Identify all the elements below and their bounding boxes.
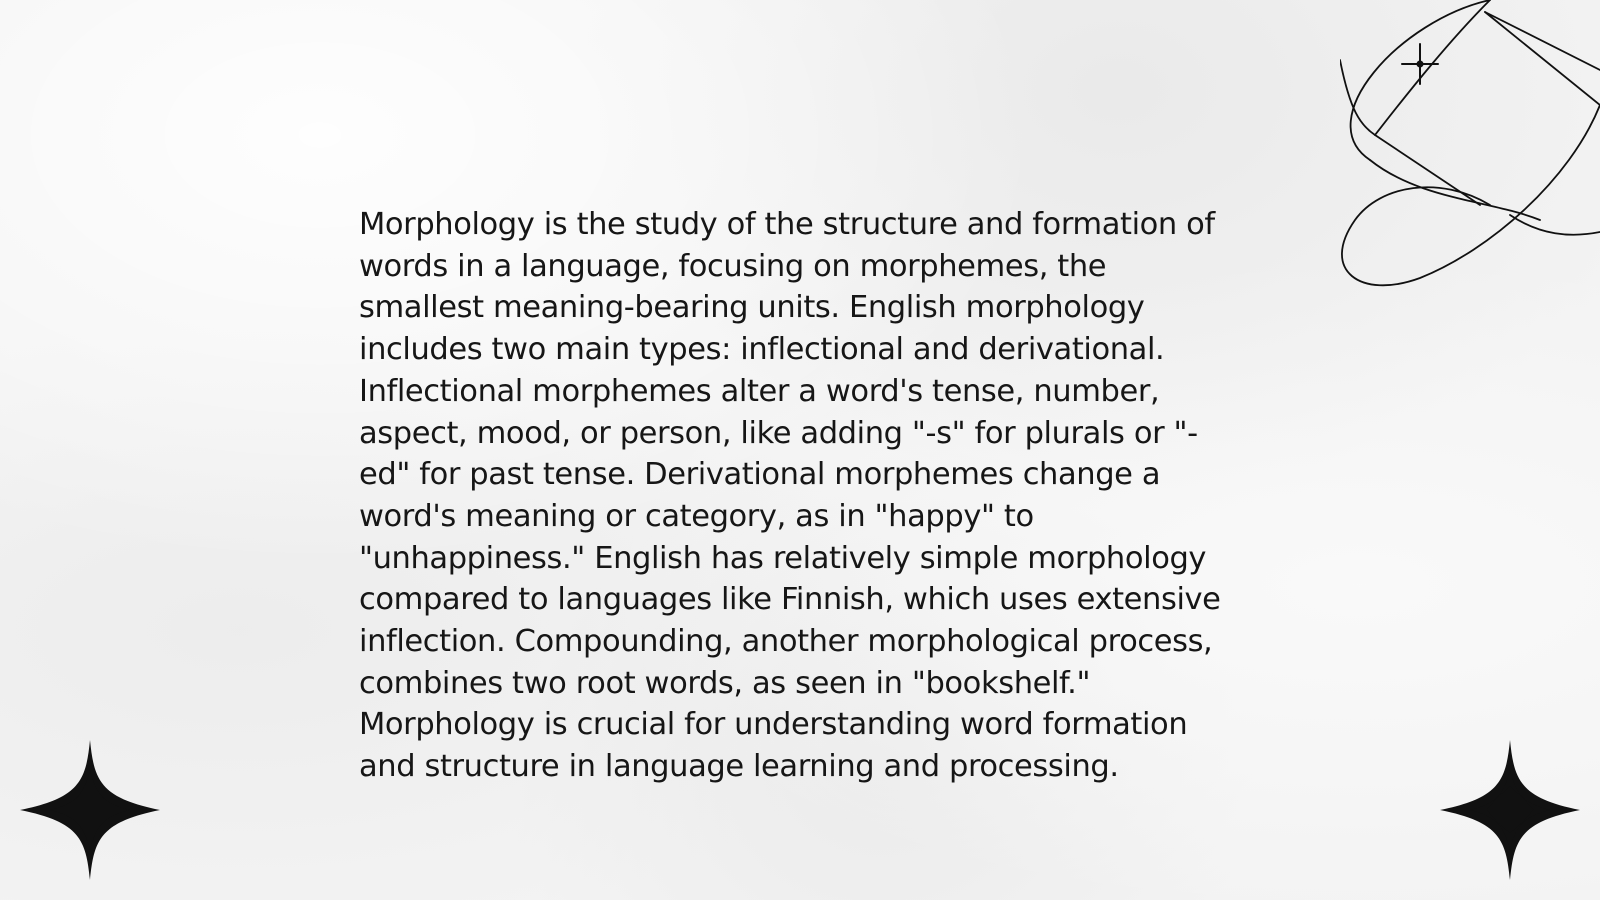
orbit-lines-sparkle-icon — [1340, 0, 1600, 290]
body-paragraph: Morphology is the study of the structure and formation of words in a language, focusing on morphemes, the smallest meaning-bearing units. English morphology includes two main types: inflectional and derivational. Inflectional morphemes alter a word's tense, number, aspect, mood, or person, like adding "-s" for plurals or "-ed" for past tense. Derivational morphemes change a word's meaning or category, as in "happy" to "unhappiness." English has relatively simple morphology compared to languages like Finnish, which uses extensive inflection. Compounding, another morphological process, combines two root words, as seen in "bookshelf." Morphology is crucial for understanding word formation and structure in language learning and processing. — [359, 207, 1221, 785]
four-point-star-icon-right — [1440, 740, 1580, 880]
four-point-star-icon — [20, 740, 160, 880]
